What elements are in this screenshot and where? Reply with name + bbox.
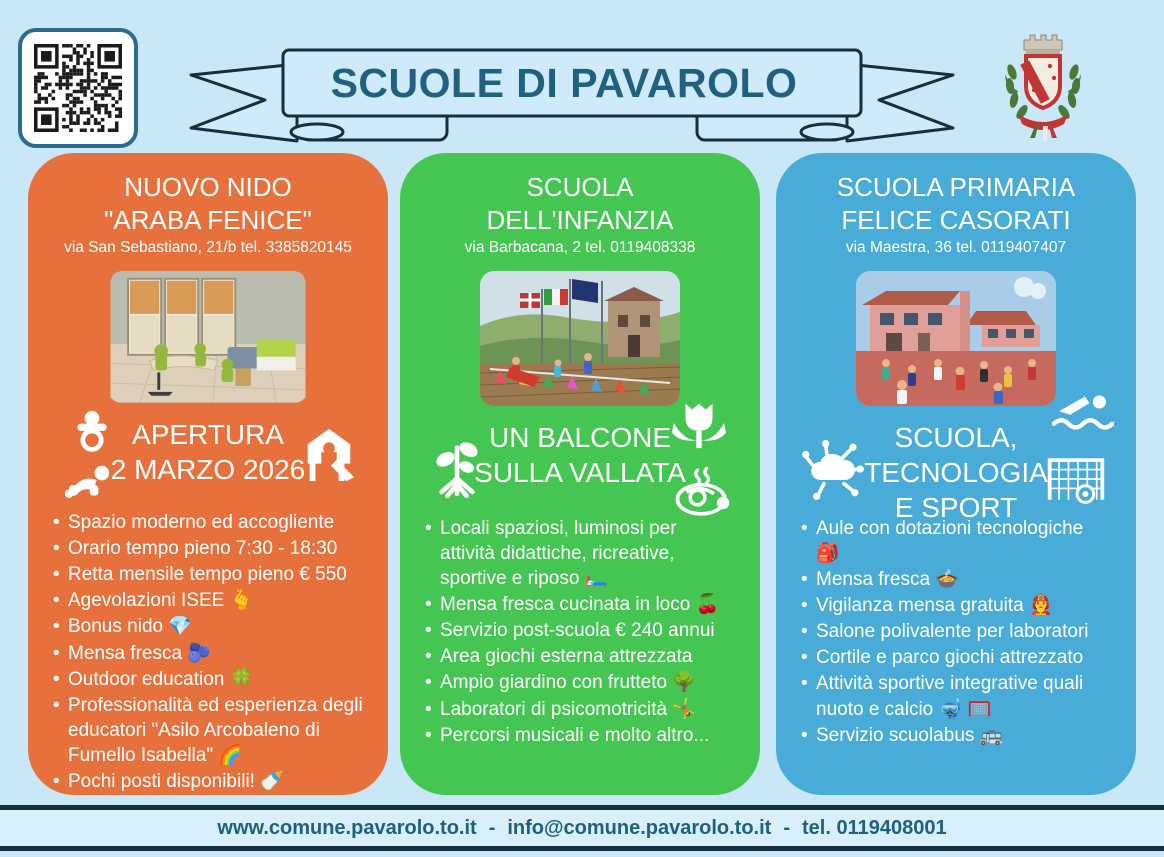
card-heading	[424, 420, 736, 490]
bullet-item: • Area giochi esterna attrezzata	[424, 644, 736, 669]
card-heading-line1: UN BALCONE	[488, 422, 672, 453]
card-heading-line2: SULLA VALLATA	[474, 457, 686, 488]
bullet-item: • Outdoor education 🍀	[52, 667, 364, 692]
bullet-item: • Servizio post-scuola € 240 annui	[424, 618, 736, 643]
card-address: via Barbacana, 2 tel. 0119408338	[464, 239, 696, 256]
footer-contact-bar	[0, 805, 1164, 851]
card-heading-zone	[52, 411, 364, 505]
footer-phone: tel. 0119408001	[802, 816, 947, 839]
bullet-item: • Bonus nido 💎	[52, 614, 364, 639]
bullet-item: • Pochi posti disponibili! 🍼	[52, 769, 364, 794]
card-heading-line2: E SPORT	[894, 492, 1018, 523]
bullet-item: • Spazio moderno ed accogliente	[52, 510, 364, 535]
bullet-list	[424, 516, 736, 749]
bullet-item: • Servizio scuolabus 🚌	[800, 723, 1112, 748]
footer-website[interactable]: www.comune.pavarolo.to.it	[217, 816, 477, 839]
nursery-interior-photo	[108, 271, 308, 403]
bullet-item: • Ampio giardino con frutteto 🌳	[424, 670, 736, 695]
bullet-list	[52, 510, 364, 795]
bullet-item: • Agevolazioni ISEE 🫰	[52, 588, 364, 613]
footer-separator: -	[783, 816, 790, 839]
bullet-item: • Vigilanza mensa gratuita 🧑‍🚒	[800, 593, 1112, 618]
bullet-list	[800, 516, 1112, 749]
card-title-line1: NUOVO NIDO	[124, 172, 292, 202]
poster-title: SCUOLE DI PAVAROLO	[330, 59, 798, 106]
bullet-item: • Salone polivalente per laboratori	[800, 619, 1112, 644]
schoolyard-photo	[856, 271, 1056, 406]
footer-email[interactable]: info@comune.pavarolo.to.it	[507, 816, 772, 839]
card-heading	[800, 420, 1112, 525]
card-title-line2: DELL'INFANZIA	[486, 204, 674, 235]
pavarolo-coat-of-arms	[1002, 26, 1084, 144]
card-scuola-infanzia	[400, 153, 760, 795]
card-title-line1: SCUOLA PRIMARIA	[836, 172, 1076, 202]
card-title	[424, 171, 736, 236]
bullet-item: • Mensa fresca 🫐	[52, 641, 364, 666]
terrace-valley-photo	[480, 271, 680, 406]
bullet-item: • Locali spaziosi, luminosi per attività didattiche, ricreative, sportive e riposo 🛏️	[424, 516, 736, 591]
bullet-item: • Mensa fresca 🍲	[800, 567, 1112, 592]
card-address: via San Sebastiano, 21/b tel. 3385820145	[64, 239, 352, 256]
card-heading-line2: 2 MARZO 2026	[110, 453, 306, 485]
card-heading-line1: SCUOLA, TECNOLOGIA	[864, 422, 1048, 488]
bullet-item: • Mensa fresca cucinata in loco 🍒	[424, 592, 736, 617]
footer-separator: -	[488, 816, 496, 839]
card-title-line2: "ARABA FENICE"	[104, 204, 312, 235]
qr-code-pattern	[34, 44, 122, 132]
card-nido-araba-fenice	[28, 153, 388, 795]
bullet-item: • Retta mensile tempo pieno € 550	[52, 562, 364, 587]
card-title-line2: FELICE CASORATI	[841, 204, 1071, 235]
bullet-item: • Aule con dotazioni tecnologiche 🎒	[800, 516, 1112, 566]
card-title-line1: SCUOLA	[526, 172, 634, 202]
bullet-item: • Attività sportive integrative quali nuoto e calcio 🤿 🥅	[800, 671, 1112, 721]
card-title	[800, 171, 1112, 236]
bullet-item: • Percorsi musicali e molto altro...	[424, 723, 736, 748]
qr-code[interactable]	[18, 28, 138, 148]
bullet-item: • Cortile e parco giochi attrezzato	[800, 645, 1112, 670]
card-heading	[52, 417, 364, 487]
card-scuola-primaria	[776, 153, 1136, 795]
card-title	[52, 171, 364, 236]
card-heading-line1: APERTURA	[132, 418, 284, 450]
bullet-item: • Laboratori di psicomotricità 🤸	[424, 697, 736, 722]
card-heading-zone	[800, 414, 1112, 523]
card-address: via Maestra, 36 tel. 0119407407	[845, 239, 1067, 256]
bullet-item: • Orario tempo pieno 7:30 - 18:30	[52, 536, 364, 561]
card-heading-zone	[424, 414, 736, 510]
bullet-item: • Professionalità ed esperienza degli educatori "Asilo Arcobaleno di Fumello Isabella" 🌈	[52, 693, 364, 768]
